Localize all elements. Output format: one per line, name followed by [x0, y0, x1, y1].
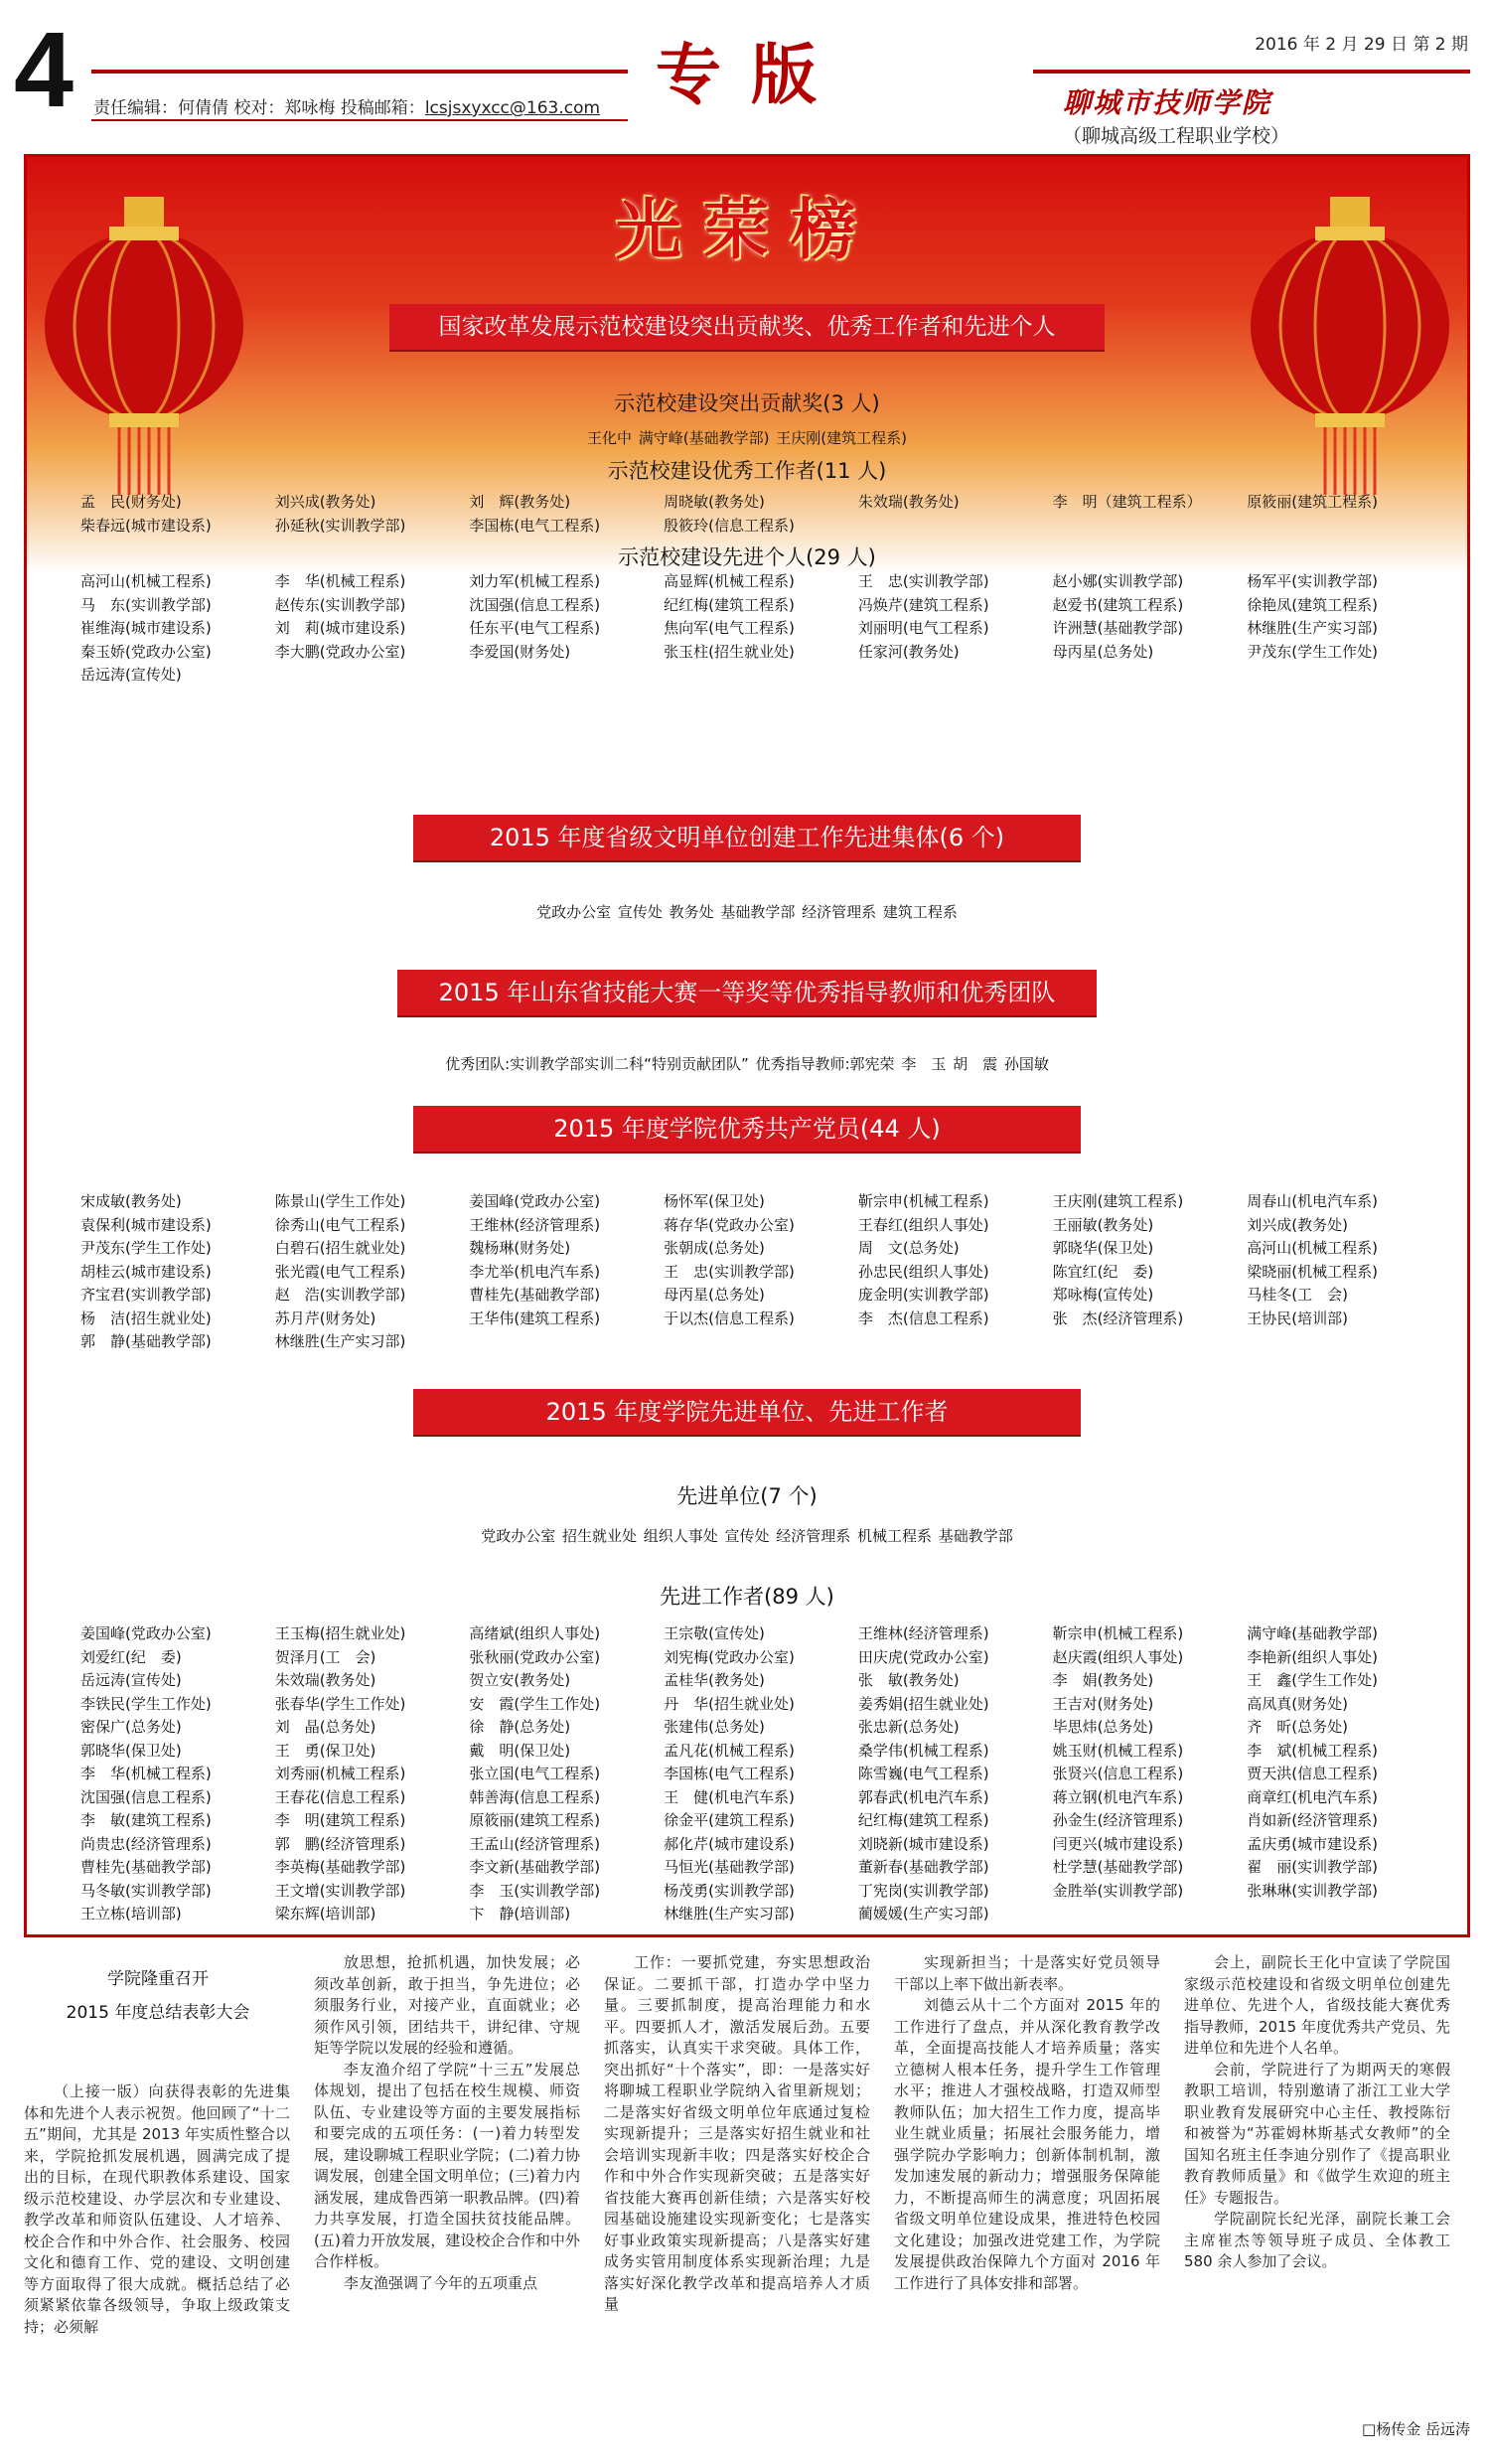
skills-competition-list: 优秀团队:实训教学部实训二科“特别贡献团队” 优秀指导教师:郭宪荣 李 玉 胡 震 孙国敏 — [445, 1055, 1049, 1073]
article-paragraph: 李友渔强调了今年的五项重点 — [344, 2273, 538, 2292]
honoree-name: 曹桂先(基础教学部) — [469, 1286, 601, 1304]
civilized-unit-list: 党政办公室 宣传处 教务处 基础教学部 经济管理系 建筑工程系 — [536, 903, 958, 921]
contribution-award-names: 王化中 满守峰(基础教学部) 王庆刚(建筑工程系) — [587, 429, 907, 447]
honoree-name: 陈宜红(纪 委) — [1052, 1262, 1154, 1281]
header-rule-right — [1033, 70, 1470, 74]
honoree-name: 毕思炜(总务处) — [1052, 1718, 1154, 1736]
honoree-name: 高绪斌(组织人事处) — [469, 1624, 601, 1642]
honoree-name: 马 东(实训教学部) — [80, 595, 212, 614]
honoree-name: 刘丽明(电气工程系) — [857, 619, 989, 637]
honoree-name: 母丙星(总务处) — [1052, 642, 1154, 661]
honoree-name: 李 明(建筑工程系) — [274, 1811, 406, 1829]
article-column-3 — [604, 1952, 870, 2316]
honoree-name: 张立国(电气工程系) — [469, 1765, 601, 1782]
honoree-name: 肖如新(经济管理系) — [1247, 1811, 1378, 1829]
honoree-name: 林继胜(生产实习部) — [274, 1332, 406, 1350]
subhead-advanced-units: 先进单位(7 个) — [676, 1484, 818, 1508]
header-rule-left — [91, 70, 628, 74]
article-paragraph: 李友渔介绍了学院“十三五”发展总体规划，提出了包括在校生规模、师资队伍、专业建设等方面的主要发展指标和要完成的五项任务：(一)着力转型发展，建设聊城工程职业学院；(二)着力协调发展，创建全国文明单位；(三)着力内涵发展，建成鲁西第一职教品牌。(四)着力共享发展，打造全国扶贫技能品牌。(五)着力开放发展，建设校企合作和中外合作样板。 — [314, 2060, 580, 2270]
honoree-name: 魏杨琳(财务处) — [469, 1239, 571, 1257]
honoree-name: 王 勇(保卫处) — [274, 1741, 376, 1760]
honoree-name: 沈国强(信息工程系) — [469, 595, 601, 614]
honoree-name: 秦玉娇(党政办公室) — [80, 642, 212, 661]
honoree-name: 刘宪梅(党政办公室) — [664, 1647, 795, 1666]
honoree-name — [664, 1330, 858, 1354]
article-headline-line2: 2015 年度总结表彰大会 — [66, 2003, 250, 2023]
edit-credits-text: 责任编辑：何倩倩 校对：郑咏梅 投稿邮箱： — [93, 98, 425, 118]
honoree-name: 孟 民(财务处) — [80, 493, 182, 511]
honoree-name — [1053, 1330, 1248, 1354]
honoree-name: 王春花(信息工程系) — [274, 1787, 406, 1806]
honoree-name: 安 霞(学生工作处) — [469, 1694, 601, 1713]
honoree-name: 尚贵忠(经济管理系) — [80, 1834, 212, 1853]
honoree-name: 马恒光(基础教学部) — [664, 1858, 795, 1876]
honoree-name — [1053, 515, 1248, 539]
honoree-name: 于以杰(信息工程系) — [664, 1309, 795, 1327]
honoree-name: 高显辉(机械工程系) — [664, 572, 795, 590]
honoree-name: 郭 静(基础教学部) — [80, 1332, 212, 1350]
school-subtitle: （聊城高级工程职业学校） — [1063, 125, 1290, 147]
subhead-contribution-award: 示范校建设突出贡献奖(3 人) — [614, 391, 880, 415]
banner-skills-competition: 2015 年山东省技能大赛一等奖等优秀指导教师和优秀团队 — [397, 970, 1097, 1015]
honoree-name — [1247, 515, 1441, 539]
honoree-name: 曹桂先(基础教学部) — [80, 1858, 212, 1876]
party-members-list — [80, 1190, 1441, 1354]
honoree-name — [664, 664, 858, 688]
honoree-name: 赵小娜(实训教学部) — [1052, 572, 1184, 590]
honoree-name: 周晓敏(教务处) — [664, 493, 765, 511]
honoree-name: 李 明（建筑工程系） — [1052, 493, 1202, 511]
honoree-name: 许洲慧(基础教学部) — [1052, 619, 1184, 637]
honoree-name: 刘爱红(纪 委) — [80, 1647, 182, 1666]
honoree-name: 母丙星(总务处) — [664, 1286, 765, 1304]
honoree-name: 胡桂云(城市建设系) — [80, 1262, 212, 1281]
honoree-name: 王维林(经济管理系) — [857, 1624, 989, 1642]
honoree-name: 李文新(基础教学部) — [469, 1858, 601, 1876]
honoree-name: 孙延秋(实训教学部) — [274, 516, 406, 535]
honoree-name: 高河山(机械工程系) — [1247, 1239, 1378, 1257]
honoree-name: 李英梅(基础教学部) — [274, 1858, 406, 1876]
honoree-name: 赵爱书(建筑工程系) — [1052, 595, 1184, 614]
honoree-name: 姚玉财(机械工程系) — [1052, 1741, 1184, 1760]
honoree-name — [469, 664, 664, 688]
honoree-name: 王宗敬(宣传处) — [664, 1624, 765, 1642]
honoree-name: 贺泽月(工 会) — [274, 1647, 376, 1666]
honoree-name — [275, 664, 470, 688]
honoree-name: 尹茂东(学生工作处) — [80, 1239, 212, 1257]
honoree-name: 郭晓华(保卫处) — [80, 1741, 182, 1760]
masthead — [0, 0, 1490, 147]
honoree-name: 李 斌(机械工程系) — [1247, 1741, 1378, 1760]
honoree-name: 韩善海(信息工程系) — [469, 1787, 601, 1806]
honoree-name: 商章红(机电汽车系) — [1247, 1787, 1378, 1806]
honor-roll-title — [27, 177, 1467, 271]
honoree-name: 徐 静(总务处) — [469, 1718, 571, 1736]
article-columns — [24, 1952, 1470, 2449]
honoree-name: 焦向军(电气工程系) — [664, 619, 795, 637]
honoree-name: 王吉对(财务处) — [1052, 1694, 1154, 1713]
honoree-name: 刘 晶(总务处) — [274, 1718, 376, 1736]
article-byline: □杨传金 岳远涛 — [1362, 2420, 1470, 2438]
honoree-name: 李 敏(建筑工程系) — [80, 1811, 212, 1829]
honoree-name: 袁保利(城市建设系) — [80, 1215, 212, 1234]
honoree-name: 姜国峰(党政办公室) — [80, 1624, 212, 1642]
header-rule-left-bottom — [91, 119, 628, 121]
honoree-name: 卞 静(培训部) — [469, 1905, 571, 1923]
honoree-name: 刘兴成(教务处) — [274, 493, 376, 511]
banner-party-members: 2015 年度学院优秀共产党员(44 人) — [413, 1106, 1081, 1152]
honoree-name: 李 华(机械工程系) — [274, 572, 406, 590]
honoree-name: 密保广(总务处) — [80, 1718, 182, 1736]
honoree-name: 王华伟(建筑工程系) — [469, 1309, 601, 1327]
honoree-name: 孙忠民(组织人事处) — [857, 1262, 989, 1281]
edit-credits — [93, 93, 600, 118]
honoree-name: 纪红梅(建筑工程系) — [857, 1811, 989, 1829]
article-paragraph: （上接一版）向获得表彰的先进集体和先进个人表示祝贺。他回顾了“十二五”期间，尤其是 2013 年实质性整合以来，学院抢抓发展机遇，圆满完成了提出的目标，在现代职教体系建设、国家级示范校建设、办学层次和专业建设、教学改革和师资队伍建设、人才培养、校企合作和中外合作、社会服务、校园文化和德育工作、党的建设、文明创建等方面取得了很大成就。概括总结了必须紧紧依靠各级领导，争取上级政策支持；必须解 — [24, 2082, 290, 2336]
honoree-name: 李 玉(实训教学部) — [469, 1881, 601, 1900]
honoree-name: 白碧石(招生就业处) — [274, 1239, 406, 1257]
article-column-5 — [1184, 1952, 1450, 2273]
honoree-name: 李尤举(机电汽车系) — [469, 1262, 601, 1281]
honoree-name: 郝化芹(城市建设系) — [664, 1834, 795, 1853]
honoree-name: 齐宝君(实训教学部) — [80, 1286, 212, 1304]
subhead-advanced-individuals: 示范校建设先进个人(29 人) — [618, 545, 876, 569]
honoree-name: 徐秀山(电气工程系) — [274, 1215, 406, 1234]
honoree-name — [1247, 664, 1441, 688]
excellent-workers-list — [80, 491, 1441, 538]
honoree-name: 田庆虎(党政办公室) — [857, 1647, 989, 1666]
honoree-name: 高河山(机械工程系) — [80, 572, 212, 590]
honoree-name: 周春山(机电汽车系) — [1247, 1192, 1378, 1210]
honoree-name — [1053, 664, 1248, 688]
honoree-name: 马桂冬(工 会) — [1247, 1286, 1348, 1304]
honoree-name: 李艳新(组织人事处) — [1247, 1647, 1378, 1666]
honoree-name: 任家河(教务处) — [857, 642, 960, 661]
honoree-name: 王庆刚(建筑工程系) — [1052, 1192, 1184, 1210]
honoree-name: 王 忠(实训教学部) — [664, 1262, 795, 1281]
honoree-name: 丁宪岗(实训教学部) — [857, 1881, 989, 1900]
honoree-name: 闫更兴(城市建设系) — [1052, 1834, 1184, 1853]
article-column-2 — [314, 1952, 580, 2294]
honoree-name: 杨茂勇(实训教学部) — [664, 1881, 795, 1900]
honoree-name: 徐艳凤(建筑工程系) — [1247, 595, 1378, 614]
honoree-name: 原筱丽(建筑工程系) — [469, 1811, 601, 1829]
honoree-name: 李 娟(教务处) — [1052, 1671, 1154, 1689]
honoree-name: 林继胜(生产实习部) — [1247, 619, 1378, 637]
issue-date: 2016 年 2 月 29 日 第 2 期 — [1255, 35, 1468, 55]
honoree-name: 张 杰(经济管理系) — [1052, 1309, 1184, 1327]
honoree-name — [858, 1330, 1053, 1354]
honoree-name: 崔维海(城市建设系) — [80, 619, 212, 637]
honoree-name: 尹茂东(学生工作处) — [1247, 642, 1378, 661]
honoree-name: 梁晓丽(机械工程系) — [1247, 1262, 1378, 1281]
honoree-name: 苏月芹(财务处) — [274, 1309, 376, 1327]
honoree-name: 蒋立钢(机电汽车系) — [1052, 1787, 1184, 1806]
honoree-name: 王孟山(经济管理系) — [469, 1834, 601, 1853]
honoree-name: 王 忠(实训教学部) — [857, 572, 989, 590]
honoree-name — [1247, 1903, 1441, 1926]
article-paragraph: 会上，副院长王化中宣读了学院国家级示范校建设和省级文明单位创建先进单位、先进个人，省级技能大赛优秀指导教师，2015 年度优秀共产党员、先进单位和先进个人名单。 — [1184, 1953, 1450, 2057]
advanced-individuals-list — [80, 570, 1441, 688]
honoree-name: 任东平(电气工程系) — [469, 619, 601, 637]
honoree-name: 靳宗申(机械工程系) — [857, 1192, 989, 1210]
honoree-name: 周 文(总务处) — [857, 1239, 960, 1257]
honoree-name: 齐 昕(总务处) — [1247, 1718, 1348, 1736]
honoree-name — [858, 515, 1053, 539]
honoree-name — [1053, 1903, 1248, 1926]
honoree-name: 李爱国(财务处) — [469, 642, 571, 661]
honoree-name: 林继胜(生产实习部) — [664, 1905, 795, 1923]
honoree-name: 徐金平(建筑工程系) — [664, 1811, 795, 1829]
honoree-name: 张玉柱(招生就业处) — [664, 642, 795, 661]
honoree-name — [858, 664, 1053, 688]
honoree-name: 满守峰(基础教学部) — [1247, 1624, 1378, 1642]
honoree-name: 陈景山(学生工作处) — [274, 1192, 406, 1210]
honoree-name: 刘力军(机械工程系) — [469, 572, 601, 590]
honoree-name: 张琳琳(实训教学部) — [1247, 1881, 1378, 1900]
honoree-name: 李铁民(学生工作处) — [80, 1694, 212, 1713]
article-paragraph: 刘德云从十二个方面对 2015 年的工作进行了盘点，并从深化教育教学改革，全面提高技能人才培养质量；落实立德树人根本任务，提升学生工作管理水平；推进人才强校战略，打造双师型教师队伍；加大招生工作力度，提高毕业生就业质量；拓展社会服务能力，增强学院办学影响力；创新体制机制，激发加速发展的新动力；增强服务保障能力，不断提高师生的满意度；巩固拓展省级文明单位建设成果，推进特色校园文化建设；加强改进党建工作，为学院发展提供政治保障九个方面对 2016 年工作进行了具体安排和部署。 — [894, 1996, 1160, 2292]
honoree-name: 岳远涛(宣传处) — [80, 1671, 182, 1689]
honoree-name: 赵庆霞(组织人事处) — [1052, 1647, 1184, 1666]
article-paragraph: 学院副院长纪光泽，副院长兼工会主席崔杰等领导班子成员、全体教工 580 余人参加了会议。 — [1184, 2210, 1450, 2270]
honor-roll-panel — [24, 154, 1470, 1937]
honoree-name: 杨怀军(保卫处) — [664, 1192, 765, 1210]
honoree-name: 杨军平(实训教学部) — [1247, 572, 1378, 590]
honoree-name: 王 鑫(学生工作处) — [1247, 1671, 1378, 1689]
honoree-name: 张贤兴(信息工程系) — [1052, 1765, 1184, 1782]
banner-demonstration-school: 国家改革发展示范校建设突出贡献奖、优秀工作者和先进个人 — [389, 304, 1105, 350]
honoree-name: 孟桂华(教务处) — [664, 1671, 765, 1689]
honoree-name: 王丽敏(教务处) — [1052, 1215, 1154, 1234]
advanced-units-list: 党政办公室 招生就业处 组织人事处 宣传处 经济管理系 机械工程系 基础教学部 — [481, 1527, 1013, 1545]
honoree-name: 姜秀娟(招生就业处) — [857, 1694, 989, 1713]
honoree-name: 戴 明(保卫处) — [469, 1741, 571, 1760]
honoree-name: 柴春远(城市建设系) — [80, 516, 212, 535]
honor-roll-title-text: 光荣榜 — [616, 191, 878, 268]
honoree-name: 靳宗申(机械工程系) — [1052, 1624, 1184, 1642]
honoree-name: 王文增(实训教学部) — [274, 1881, 406, 1900]
honoree-name: 梁东辉(培训部) — [274, 1905, 376, 1923]
honoree-name: 张 敏(教务处) — [857, 1671, 960, 1689]
honoree-name: 李大鹏(党政办公室) — [274, 642, 406, 661]
advanced-workers-list — [80, 1622, 1441, 1926]
page-number: 4 — [14, 9, 74, 129]
article-column-1 — [24, 2081, 290, 2338]
honoree-name: 朱效瑞(教务处) — [274, 1671, 376, 1689]
article-headline-line1: 学院隆重召开 — [107, 1969, 209, 1989]
school-name — [1063, 81, 1490, 148]
honoree-name: 金胜举(实训教学部) — [1052, 1881, 1184, 1900]
honoree-name: 李 杰(信息工程系) — [857, 1309, 989, 1327]
honoree-name — [469, 1330, 664, 1354]
subhead-excellent-workers: 示范校建设优秀工作者(11 人) — [607, 459, 887, 483]
honoree-name: 蔺媛媛(生产实习部) — [857, 1905, 989, 1923]
honoree-name: 殷筱玲(信息工程系) — [664, 516, 795, 535]
honoree-name: 原筱丽(建筑工程系) — [1247, 493, 1378, 511]
honoree-name: 张秋丽(党政办公室) — [469, 1647, 601, 1666]
honoree-name: 郭晓华(保卫处) — [1052, 1239, 1154, 1257]
honoree-name: 王 健(机电汽车系) — [664, 1787, 795, 1806]
honoree-name: 孙金生(经济管理系) — [1052, 1811, 1184, 1829]
honoree-name: 杜学慧(基础教学部) — [1052, 1858, 1184, 1876]
honoree-name: 刘 辉(教务处) — [469, 493, 571, 511]
school-logo-text: 聊城市技师学院 — [1063, 86, 1272, 119]
banner-civilized-unit: 2015 年度省级文明单位创建工作先进集体(6 个) — [413, 815, 1081, 860]
article-paragraph: 放思想，抢抓机遇，加快发展；必须改革创新，敢于担当，争先进位；必须服务行业，对接产业，直面就业；必须作风引领，团结共干，讲纪律、守规矩等学院以发展的经验和遵循。 — [314, 1953, 580, 2057]
submission-email-link[interactable]: lcsjsxyxcc@163.com — [424, 98, 601, 118]
honoree-name: 郭 鹏(经济管理系) — [274, 1834, 406, 1853]
honoree-name: 刘 莉(城市建设系) — [274, 619, 406, 637]
honoree-name: 刘兴成(教务处) — [1247, 1215, 1348, 1234]
honoree-name: 孟凡花(机械工程系) — [664, 1741, 795, 1760]
honoree-name: 李 华(机械工程系) — [80, 1765, 212, 1782]
honoree-name: 王协民(培训部) — [1247, 1309, 1348, 1327]
honoree-name: 宋成敏(教务处) — [80, 1192, 182, 1210]
honoree-name: 姜国峰(党政办公室) — [469, 1192, 601, 1210]
honoree-name: 陈雪巍(电气工程系) — [857, 1765, 989, 1782]
honoree-name: 贾天洪(信息工程系) — [1247, 1765, 1378, 1782]
honoree-name: 庞金明(实训教学部) — [857, 1286, 989, 1304]
article-paragraph: 工作：一要抓党建，夯实思想政治保证。二要抓干部，打造办学中坚力量。三要抓制度，提高治理能力和水平。四要抓人才，激活发展后劲。五要抓落实，认真实干求突破。具体工作，突出抓好“十个落实”，即：一是落实好将聊城工程职业学院纳入省里新规划；二是落实好省级文明单位年底通过复检实现新提升；三是落实好招生就业和社会培训实现新丰收；四是落实好校企合作和中外合作实现新突破；五是落实好省技能大赛再创新佳绩；六是落实好校园基础设施建设实现新变化；七是落实好事业政策实现新提高；八是落实好建成务实管用制度体系实现新治理；九是落实好深化教学改革和提高培养人才质量 — [604, 1953, 870, 2313]
honoree-name: 贺立安(教务处) — [469, 1671, 571, 1689]
honoree-name: 张春华(学生工作处) — [274, 1694, 406, 1713]
subhead-advanced-workers: 先进工作者(89 人) — [660, 1585, 834, 1609]
honoree-name: 刘秀丽(机械工程系) — [274, 1765, 406, 1782]
honoree-name: 董新春(基础教学部) — [857, 1858, 989, 1876]
honoree-name: 岳远涛(宣传处) — [80, 666, 182, 684]
honoree-name: 赵 浩(实训教学部) — [274, 1286, 406, 1304]
honoree-name: 李国栋(电气工程系) — [469, 516, 601, 535]
section-title: 专版 — [656, 36, 846, 113]
honoree-name: 桑学伟(机械工程系) — [857, 1741, 989, 1760]
honoree-name: 高凤真(财务处) — [1247, 1694, 1348, 1713]
honoree-name: 郭春武(机电汽车系) — [857, 1787, 989, 1806]
honoree-name: 王维林(经济管理系) — [469, 1215, 601, 1234]
honoree-name: 朱效瑞(教务处) — [857, 493, 960, 511]
honoree-name: 张光霞(电气工程系) — [274, 1262, 406, 1281]
honoree-name: 张忠新(总务处) — [857, 1718, 960, 1736]
honoree-name: 郑咏梅(宣传处) — [1052, 1286, 1154, 1304]
honoree-name: 刘晓新(城市建设系) — [857, 1834, 989, 1853]
honoree-name: 王玉梅(招生就业处) — [274, 1624, 406, 1642]
honoree-name: 纪红梅(建筑工程系) — [664, 595, 795, 614]
honoree-name: 张朝成(总务处) — [664, 1239, 765, 1257]
honoree-name: 张建伟(总务处) — [664, 1718, 765, 1736]
article-paragraph: 会前，学院进行了为期两天的寒假教职工培训，特别邀请了浙江工业大学职业教育发展研究中心主任、教授陈衍和被誉为“苏霍姆林斯基式女教师”的全国知名班主任李迪分别作了《提高职业教育教师质量》和《做学生欢迎的班主任》专题报告。 — [1184, 2060, 1450, 2207]
honoree-name: 蒋存华(党政办公室) — [664, 1215, 795, 1234]
honoree-name: 王春红(组织人事处) — [857, 1215, 989, 1234]
honoree-name: 冯焕芹(建筑工程系) — [857, 595, 989, 614]
honoree-name: 杨 洁(招生就业处) — [80, 1309, 212, 1327]
meeting-article — [24, 1952, 1470, 2449]
honoree-name: 赵传东(实训教学部) — [274, 595, 406, 614]
honoree-name — [1247, 1330, 1441, 1354]
article-paragraph: 实现新担当；十是落实好党员领导干部以上率下做出新表率。 — [894, 1953, 1160, 1993]
honoree-name: 沈国强(信息工程系) — [80, 1787, 212, 1806]
honoree-name: 马冬敏(实训教学部) — [80, 1881, 212, 1900]
banner-advanced-units: 2015 年度学院先进单位、先进工作者 — [413, 1389, 1081, 1435]
honoree-name: 王立栋(培训部) — [80, 1905, 182, 1923]
honoree-name: 丹 华(招生就业处) — [664, 1694, 795, 1713]
honoree-name: 翟 丽(实训教学部) — [1247, 1858, 1378, 1876]
article-column-4 — [894, 1952, 1160, 2294]
honoree-name: 孟庆勇(城市建设系) — [1247, 1834, 1378, 1853]
honoree-name: 李国栋(电气工程系) — [664, 1765, 795, 1782]
